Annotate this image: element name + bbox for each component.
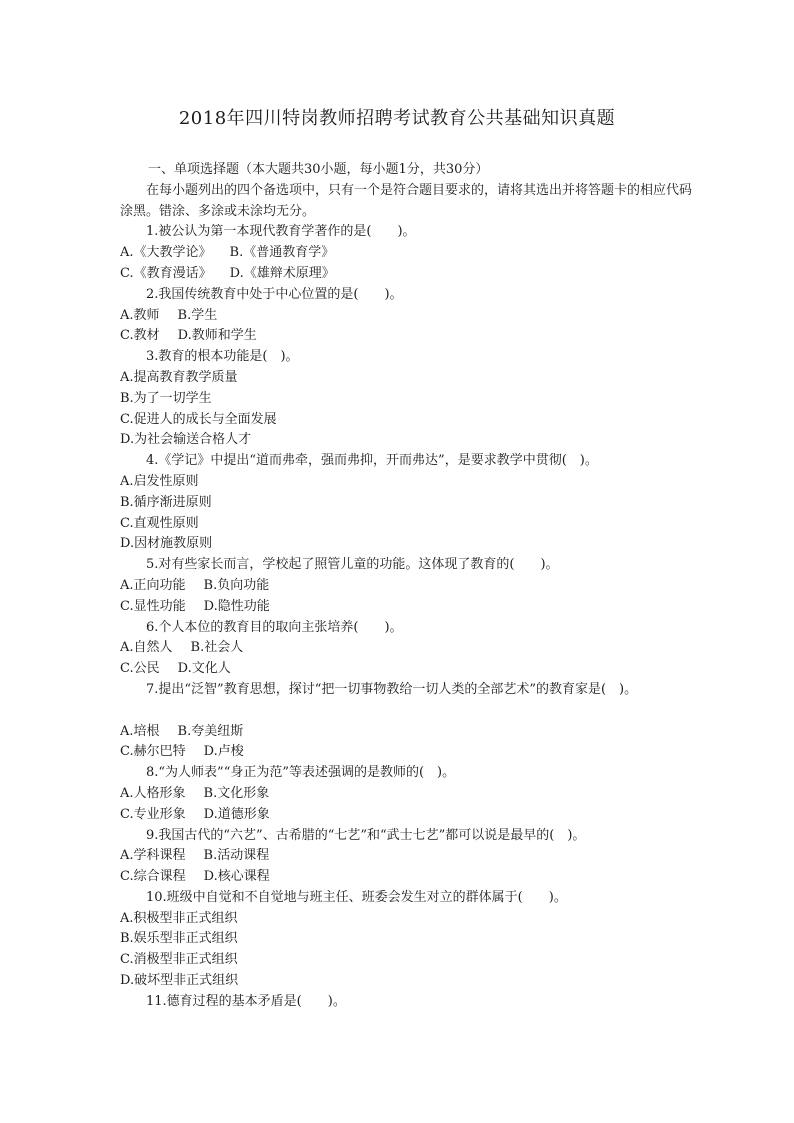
option-row	[120, 805, 700, 826]
option-row	[120, 950, 700, 971]
answer-option: C.《教育漫话》	[120, 265, 212, 281]
page-title: 2018年四川特岗教师招聘考试教育公共基础知识真题	[178, 108, 616, 129]
option-row	[120, 389, 700, 410]
answer-option: C.赫尔巴特	[120, 744, 186, 760]
section-instructions: 在每小题列出的四个备选项中，只有一个是符合题目要求的，请将其选出并将答题卡的相应代码涂黑。错涂、多涂或未涂均无分。	[120, 182, 693, 219]
answer-option: B.学生	[177, 307, 218, 323]
option-row	[120, 430, 700, 451]
answer-option: C.公民	[120, 661, 160, 677]
option-row	[120, 514, 700, 535]
option-row	[120, 909, 700, 930]
answer-option: D.为社会输送合格人才	[120, 432, 252, 448]
document-body	[120, 160, 700, 1013]
question-stem: 11.德育过程的基本矛盾是( )。	[146, 993, 346, 1009]
answer-option: D.文化人	[177, 661, 231, 677]
answer-option: C.促进人的成长与全面发展	[120, 411, 277, 427]
answer-option: D.核心课程	[203, 869, 270, 885]
option-row	[120, 410, 700, 431]
answer-option: B.活动课程	[203, 848, 270, 864]
answer-option: B.社会人	[190, 640, 244, 656]
option-row	[120, 472, 700, 493]
option-row	[120, 659, 700, 680]
option-row	[120, 638, 700, 659]
answer-option: D.卢梭	[203, 744, 244, 760]
question-stem: 6.个人本位的教育目的取向主张培养( )。	[146, 619, 403, 635]
option-row	[120, 576, 700, 597]
answer-option: C.显性功能	[120, 598, 186, 614]
blank-line	[120, 701, 700, 722]
option-row	[120, 971, 700, 992]
option-row	[120, 867, 700, 888]
answer-option: B.夸美纽斯	[177, 723, 244, 739]
answer-option: A.启发性原则	[120, 473, 199, 489]
answer-option: A.学科课程	[120, 848, 186, 864]
answer-option: C.专业形象	[120, 806, 186, 822]
option-row	[120, 722, 700, 743]
answer-option: A.正向功能	[120, 577, 186, 593]
answer-option: B.《普通教育学》	[229, 245, 335, 261]
answer-option: A.人格形象	[120, 785, 186, 801]
answer-option: C.综合课程	[120, 869, 186, 885]
answer-option: B.循序渐进原则	[120, 494, 212, 510]
answer-option: D.道德形象	[203, 806, 270, 822]
answer-option: A.积极型非正式组织	[120, 910, 238, 926]
answer-option: A.自然人	[120, 640, 173, 656]
answer-option: C.教材	[120, 328, 160, 344]
answer-option: D.《雄辩术原理》	[229, 265, 335, 281]
question-stem: 7.提出“泛智”教育思想，探讨“把一切事物教给一切人类的全部艺术”的教育家是( )。	[146, 681, 638, 697]
answer-option: B.为了一切学生	[120, 390, 212, 406]
answer-option: A.提高教育教学质量	[120, 369, 238, 385]
option-row	[120, 306, 700, 327]
answer-option: D.隐性功能	[203, 598, 270, 614]
option-row	[120, 326, 700, 347]
option-row	[120, 368, 700, 389]
answer-option: D.破坏型非正式组织	[120, 973, 239, 989]
section-heading: 一、单项选择题（本大题共30小题，每小题1分，共30分）	[148, 162, 489, 177]
option-row	[120, 597, 700, 618]
option-row	[120, 534, 700, 555]
answer-option: A.教师	[120, 307, 160, 323]
question-stem: 3.教育的根本功能是( )。	[146, 349, 299, 365]
option-row	[120, 264, 700, 285]
answer-option: B.文化形象	[203, 785, 270, 801]
option-row	[120, 243, 700, 264]
answer-option: D.教师和学生	[177, 328, 257, 344]
question-stem: 9.我国古代的“六艺”、古希腊的“七艺”和“武士七艺”都可以说是最早的( )。	[146, 827, 586, 843]
answer-option: B.娱乐型非正式组织	[120, 931, 238, 947]
answer-option: A.培根	[120, 723, 160, 739]
question-stem: 5.对有些家长而言，学校起了照管儿童的功能。这体现了教育的( )。	[146, 557, 559, 573]
answer-option: D.因材施教原则	[120, 536, 213, 552]
question-stem: 10.班级中自觉和不自觉地与班主任、班委会发生对立的群体属于( )。	[146, 889, 567, 905]
option-row	[120, 784, 700, 805]
option-row	[120, 493, 700, 514]
question-stem: 8.“为人师表”“身正为范”等表述强调的是教师的( )。	[146, 765, 456, 781]
answer-option: C.直观性原则	[120, 515, 199, 531]
question-stem: 4.《学记》中提出“道而弗牵，强而弗抑，开而弗达”，是要求教学中贯彻( )。	[146, 453, 598, 469]
answer-option: A.《大教学论》	[120, 245, 212, 261]
option-row	[120, 742, 700, 763]
answer-option: C.消极型非正式组织	[120, 952, 238, 968]
answer-option: B.负向功能	[203, 577, 270, 593]
question-list	[120, 222, 700, 1012]
option-row	[120, 846, 700, 867]
question-stem: 1.被公认为第一本现代教育学著作的是( )。	[146, 224, 416, 240]
question-stem: 2.我国传统教育中处于中心位置的是( )。	[146, 286, 403, 302]
option-row	[120, 929, 700, 950]
